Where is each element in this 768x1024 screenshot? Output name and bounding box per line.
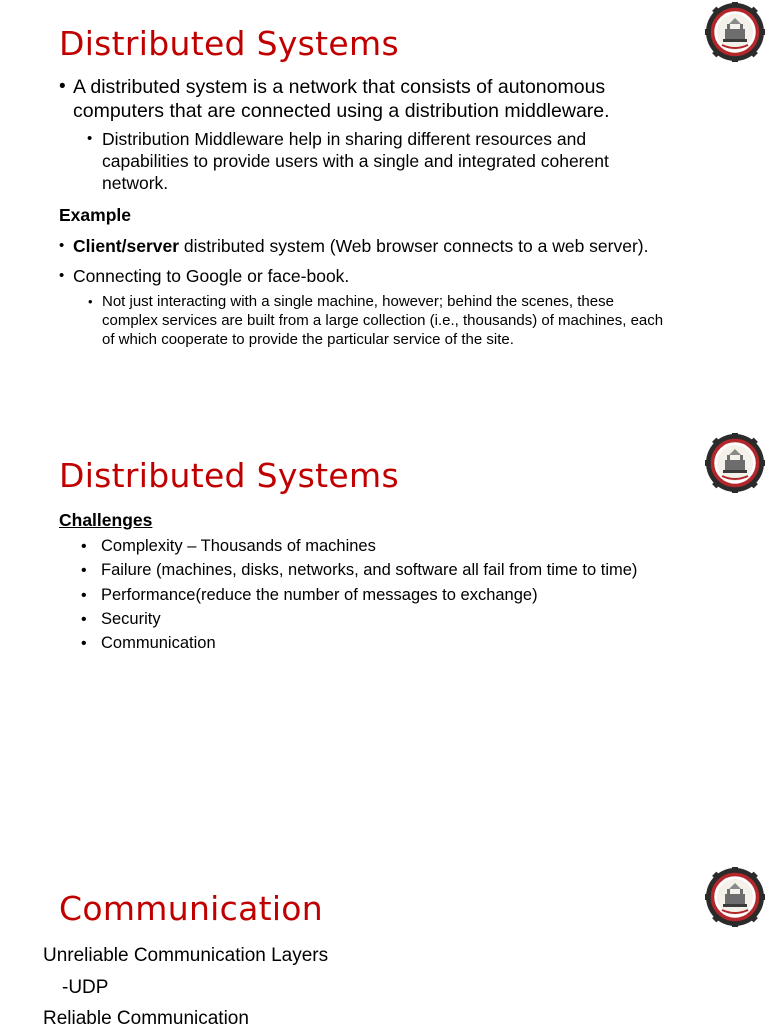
example-heading: Example: [59, 205, 131, 225]
slide-title: Communication: [59, 889, 324, 928]
university-seal-icon: [705, 867, 765, 927]
bullet-marker: •: [59, 76, 66, 97]
slide-1: [0, 0, 768, 380]
sub-bullet-text: complex services are built from a large collection (i.e., thousands) of machines, each: [102, 312, 664, 329]
content-line: Unreliable Communication Layers: [43, 945, 329, 966]
bullet-marker: •: [81, 562, 87, 579]
sub-bullet-text: Distribution Middleware help in sharing different resources and: [102, 129, 587, 149]
slide-3: [0, 865, 768, 1024]
challenge-item: Communication: [101, 634, 216, 652]
bullet-text: Connecting to Google or face-book.: [73, 266, 350, 286]
university-seal-icon: [705, 2, 765, 62]
bullet-text: [73, 235, 648, 257]
slide-2: [0, 430, 768, 810]
bold-term: Client/server: [73, 236, 180, 256]
bullet-marker: •: [81, 538, 87, 555]
challenge-item: Security: [101, 610, 161, 628]
challenges-heading: Challenges: [59, 510, 153, 530]
bullet-marker: •: [81, 587, 87, 604]
bullet-marker: •: [87, 130, 93, 147]
challenge-item: Failure (machines, disks, networks, and software all fail from time to time): [101, 561, 638, 579]
sub-bullet-text: capabilities to provide users with a single and integrated coherent: [102, 151, 609, 171]
challenge-item: Complexity – Thousands of machines: [101, 537, 376, 555]
slide-title: Distributed Systems: [59, 24, 399, 63]
slide-title: Distributed Systems: [59, 456, 399, 495]
sub-bullet-text: of which cooperate to provide the particular service of the site.: [102, 331, 514, 348]
bullet-marker: •: [59, 237, 65, 254]
bullet-marker: •: [81, 611, 87, 628]
bullet-marker: •: [59, 267, 65, 284]
content-line: -UDP: [62, 977, 109, 998]
bullet-text: computers that are connected using a distribution middleware.: [73, 100, 610, 122]
sub-bullet-text: Not just interacting with a single machine, however; behind the scenes, these: [102, 293, 614, 310]
bullet-marker: •: [88, 294, 93, 309]
sub-bullet-text: network.: [102, 173, 169, 193]
bullet-marker: •: [81, 635, 87, 652]
bullet-text-rest: distributed system (Web browser connects to a web server).: [179, 236, 649, 256]
bullet-text: A distributed system is a network that consists of autonomous: [73, 76, 606, 98]
university-seal-icon: [705, 433, 765, 493]
challenge-item: Performance(reduce the number of messages to exchange): [101, 586, 538, 604]
content-line: Reliable Communication: [43, 1008, 249, 1024]
